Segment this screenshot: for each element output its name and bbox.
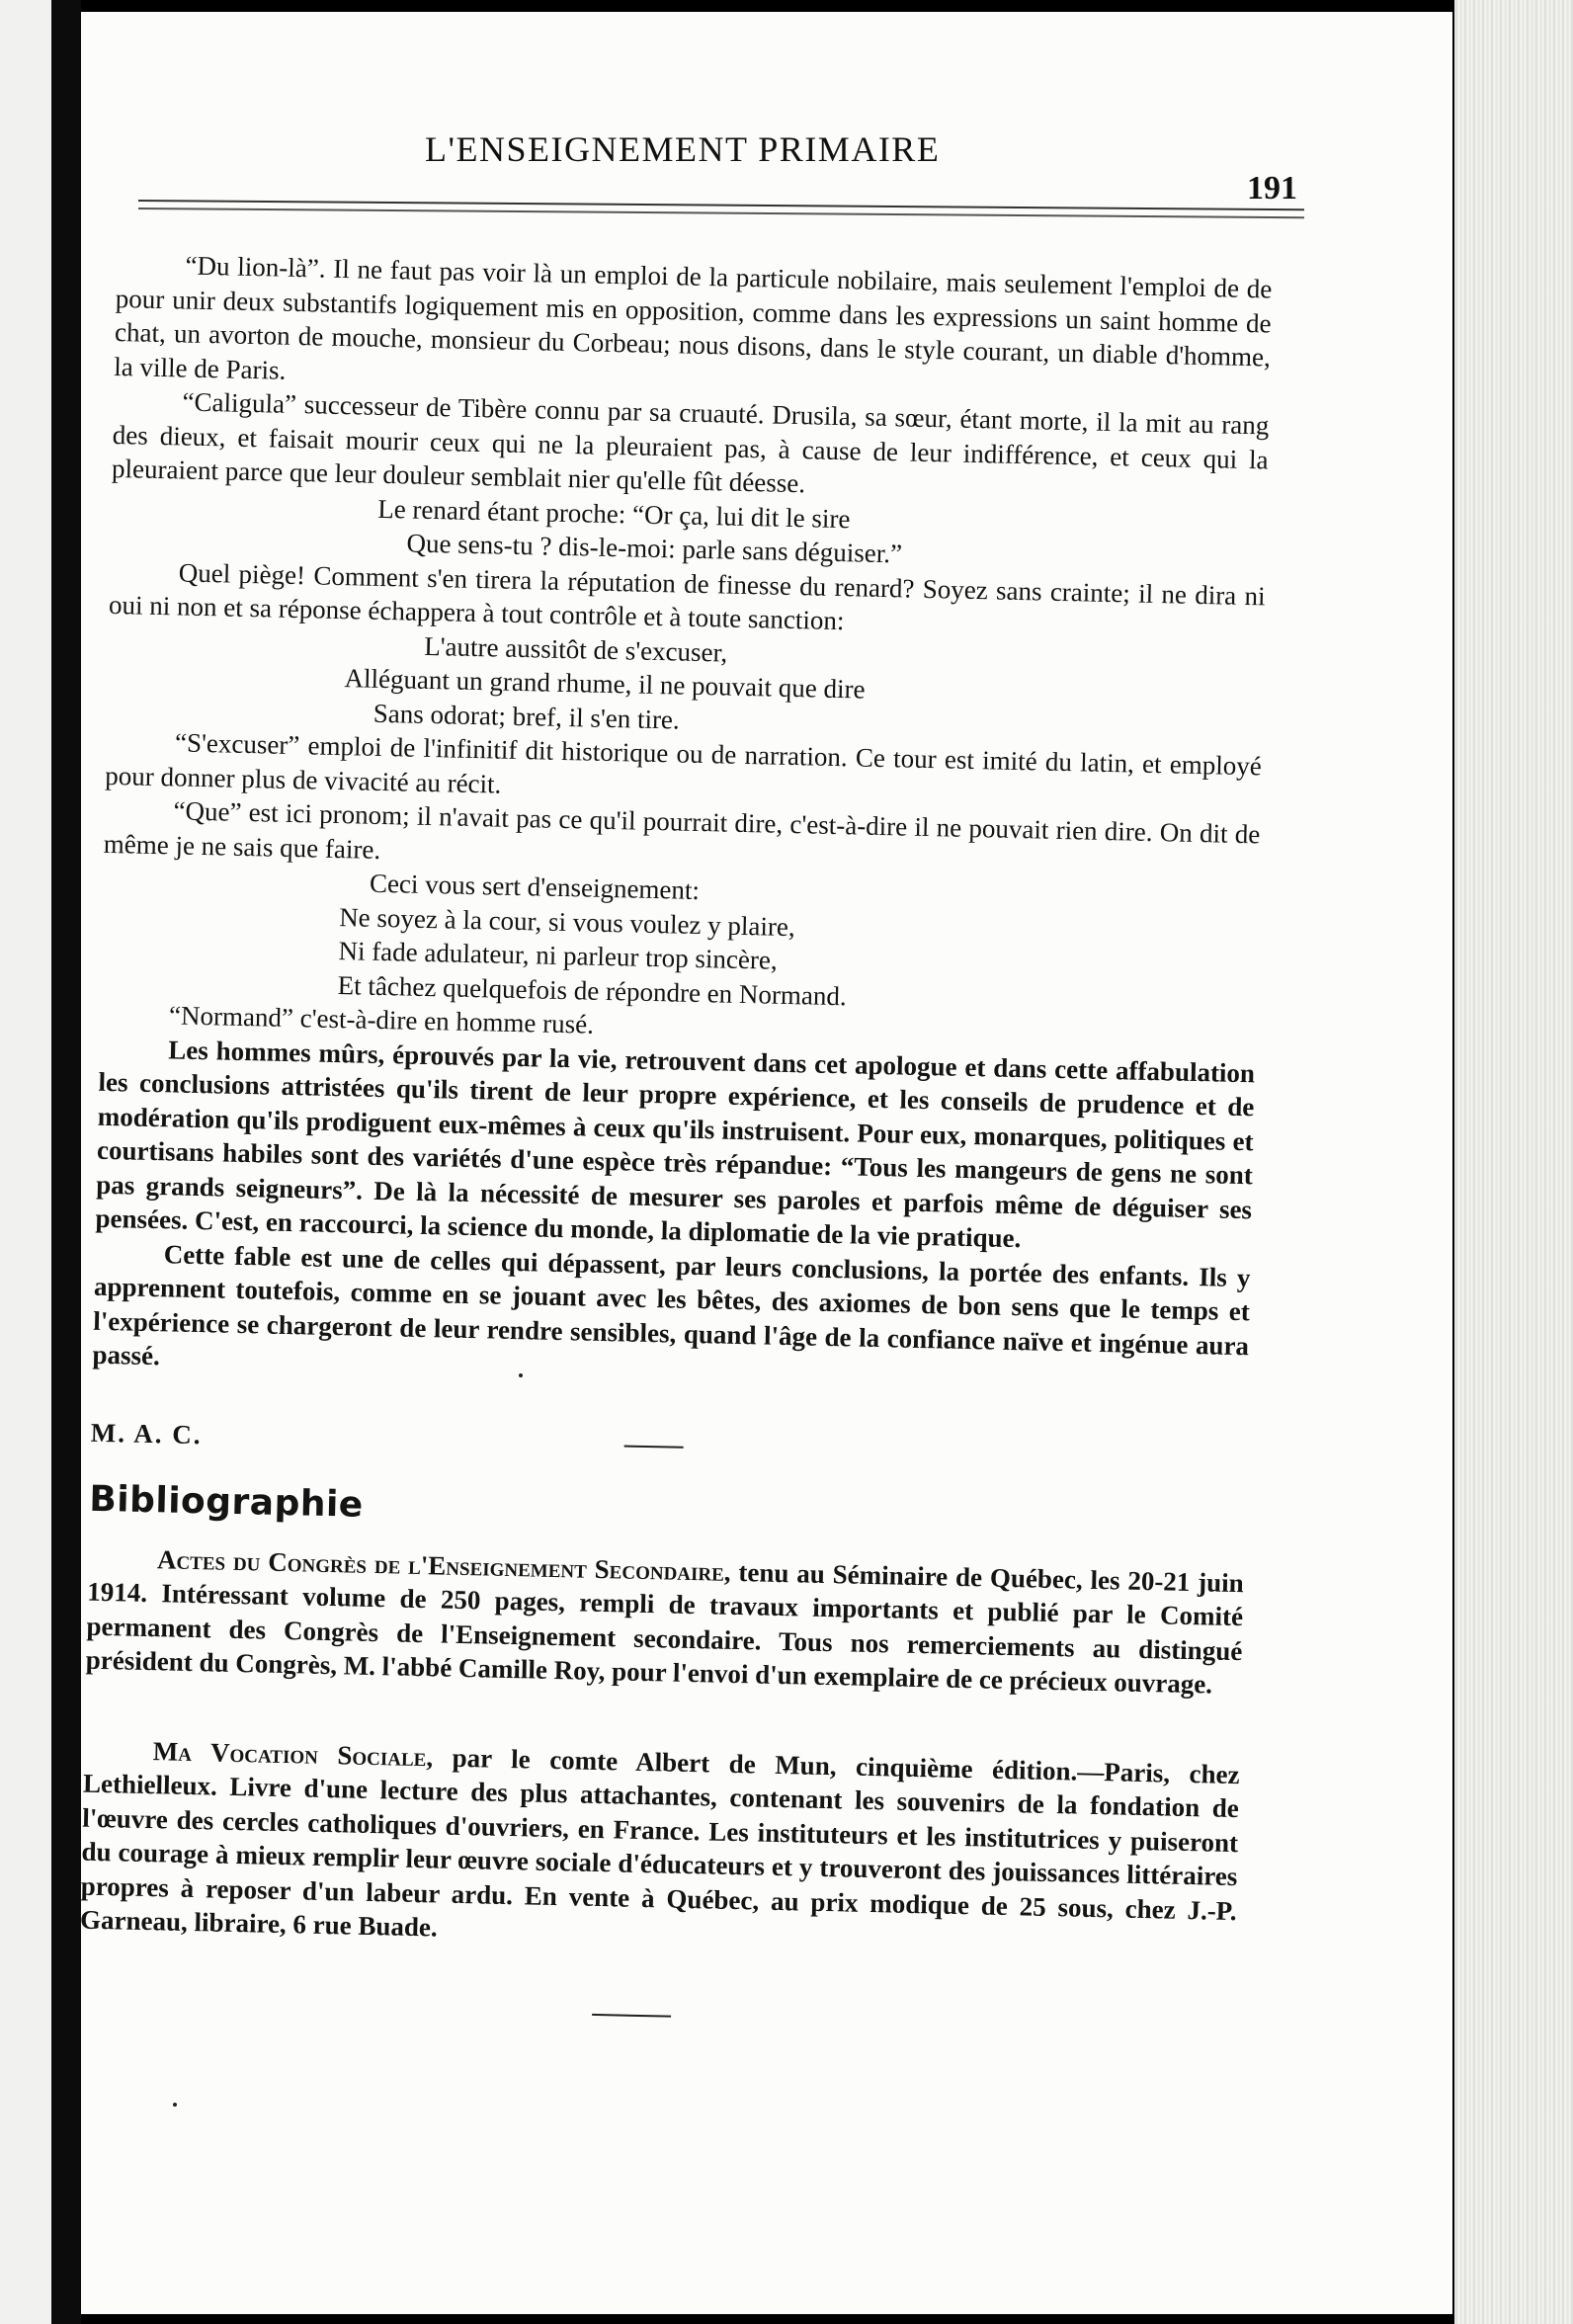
note-du-lion: “Du lion-là”. Il ne faut pas voir là un emploi de la particule nobilaire, mais seulement l'emploi de de pour unir deux substantifs logiquement mis en opposition, comme dans les expressions un saint homme de chat, un avorton de mouche, monsieur du Corbeau; nous disons, dans le style courant, un diable d'homme, la ville de Paris. — [114, 250, 1273, 385]
note-normand: “Normand” c'est-à-dire en homme rusé. — [168, 1000, 595, 1039]
bibliography-entry-title: Ma Vocation Sociale, — [152, 1735, 434, 1772]
verse-line: L'autre aussitôt de s'excuser, — [423, 630, 728, 668]
verse-line: Que sens-tu ? dis-le-moi: parle sans déguiser.” — [406, 528, 903, 569]
commentary-paragraph: Cette fable est une de celles qui dépassent, par leurs conclusions, la portée des enfants. Ils y apprennent toutefois, comme en se jouant avec les bêtes, des axiomes de bon sens que le temps et l'expérience se chargeront de leur rendre sensibles, quand l'âge de la confiance naïve et ingénue aura passé. — [92, 1238, 1251, 1371]
bibliography-entry-text: par le comte Albert de Mun, cinquième édition.—Paris, chez Lethielleux. Livre d'une lecture des plus attachantes, contenant les souvenirs de la fondation de l'œuvre des cercles catholiques d'ouvriers, en France. Les instituteurs et les institutrices y puiseront du courage à mieux remplir leur œuvre sociale d'éducateurs et y trouveront des jouissances littéraires propres à reposer d'un labeur ardu. En vente à Québec, au prix modique de 25 sous, chez J.-P. Garneau, libraire, 6 rue Buade. — [79, 1741, 1240, 1943]
verse-line: Ceci vous sert d'enseignement: — [369, 868, 701, 906]
ink-speck — [519, 1373, 523, 1377]
note-piege: Quel piège! Comment s'en tirera la réputation de finesse du renard? Soyez sans crainte; il ne dira ni oui ni non et sa réponse échappera à tout contrôle et à toute sanction: — [108, 556, 1266, 636]
bibliography-entry — [85, 1540, 1244, 1702]
page-stack-edge — [1454, 0, 1573, 2324]
running-header: L'ENSEIGNEMENT PRIMAIRE — [425, 129, 941, 169]
verse-line: Ni fade adulateur, ni parleur trop sincère, — [338, 936, 778, 975]
note-caligula: “Caligula” successeur de Tibère connu par sa cruauté. Drusila, sa sœur, étant morte, il la mit au rang des dieux, et faisait mourir ceux qui ne la pleuraient pas, à cause de leur indifférence, et ceux qui la pleuraient parce que leur douleur semblait nier qu'elle fût déesse. — [111, 386, 1270, 499]
bibliography-heading: Bibliographie — [88, 1478, 365, 1526]
verse-line: Sans odorat; bref, il s'en tire. — [373, 698, 681, 735]
note-que: “Que” est ici pronom; il n'avait pas ce qu'il pourrait dire, c'est-à-dire il ne pouvait rien dire. On dit de même je ne sais que faire. — [103, 795, 1261, 865]
bibliography-entry-text: tenu au Séminaire de Québec, les 20-21 juin 1914. Intéressant volume de 250 pages, rempli de travaux importants et publié par le Comité permanent des Congrès de l'Enseignement secondaire. Tous nos remerciements au distingué président du Congrès, M. l'abbé Camille Roy, pour l'envoi d'un exemplaire de ce précieux ouvrage. — [85, 1556, 1245, 1700]
ink-speck — [173, 2103, 177, 2107]
page-body — [78, 247, 1273, 2030]
verse-line: Alléguant un grand rhume, il ne pouvait que dire — [344, 663, 866, 705]
page-number: 191 — [1247, 170, 1297, 207]
bibliography-entry-title: Actes du Congrès de l'Enseignement Secondaire, — [156, 1543, 731, 1587]
verse-line: Le renard étant proche: “Or ça, lui dit le sire — [376, 493, 851, 534]
bibliography-entry — [80, 1732, 1240, 1961]
commentary-paragraph: Les hommes mûrs, éprouvés par la vie, retrouvent dans cet apologue et dans cette affabulation les conclusions attristées qu'ils tirent de leur propre expérience, et les conseils de prudence et de modération qu'ils prodiguent eux-mêmes à ceux qu'ils instruisent. Pour eux, monarques, politiques et courtisans habiles sont des variétés d'une espèce très répandue: “Tous les mangeurs de gens ne sont pas grands seigneurs”. De là la nécessité de mesurer ses paroles et parfois même de déguiser ses pensées. C'est, en raccourci, la science du monde, la diplomatie de la vie pratique. — [95, 1034, 1256, 1254]
facing-page-edge — [0, 0, 51, 2324]
note-sexcuser: “S'excuser” emploi de l'infinitif dit historique ou de narration. Ce tour est imité du latin, et employé pour donner plus de vivacité au récit. — [105, 727, 1263, 799]
verse-line: Ne soyez à la cour, si vous voulez y plaire, — [338, 901, 796, 942]
author-signature: M. A. C. — [90, 1417, 203, 1450]
verse-line: Et tâchez quelquefois de répondre en Normand. — [337, 969, 848, 1011]
